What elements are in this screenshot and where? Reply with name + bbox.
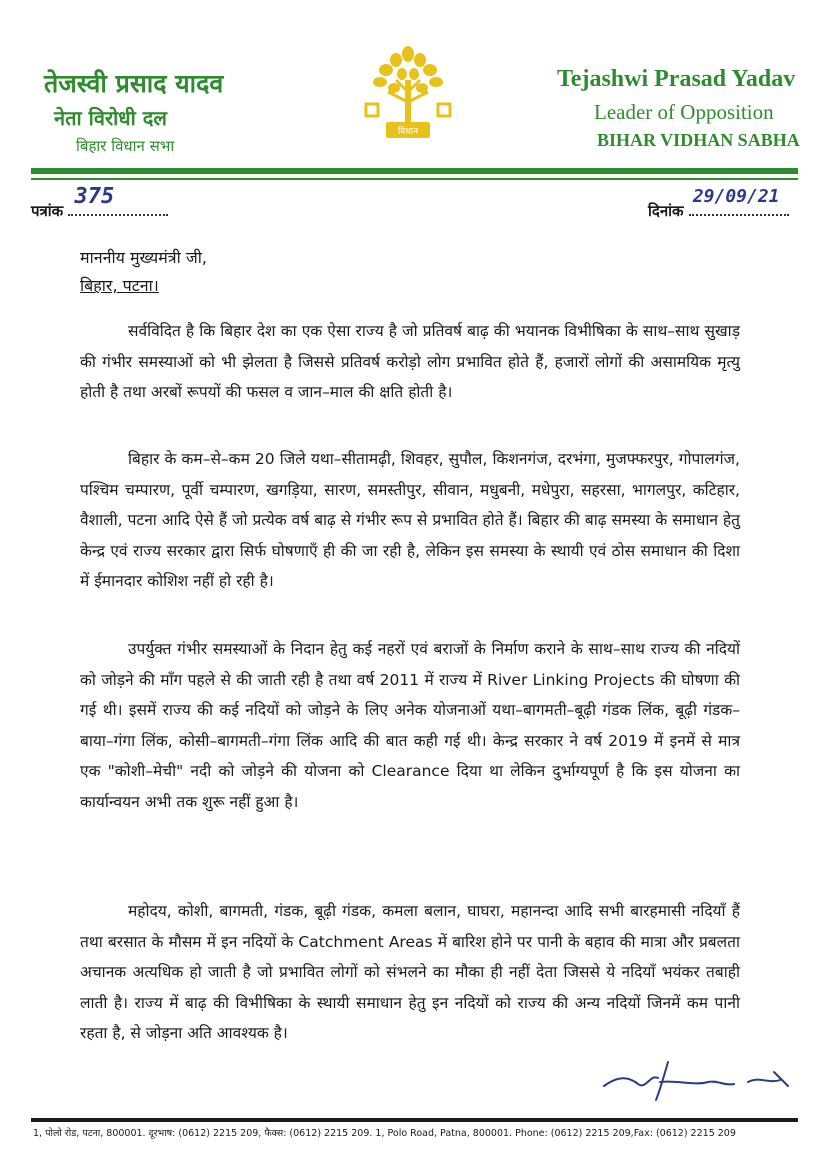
reference-label: पत्रांक [31,202,64,220]
signature [598,1056,798,1104]
date-value: 29/09/21 [692,186,780,207]
english-name: Tejashwi Prasad Yadav [557,66,796,92]
header-rule-thin [31,178,798,180]
english-house: BIHAR VIDHAN SABHA [597,130,800,150]
body-paragraph-4: महोदय, कोशी, बागमती, गंडक, बूढ़ी गंडक, कमला बलान, घाघरा, महानन्दा आदि सभी बारहमासी नदियाँ हैं तथा बरसात के मौसम में इन नदियों के Catchment Areas में बारिश होने पर पानी के बहाव की मात्रा और प्रबलता अचानक अत्यधिक हो जाती है जो प्रभावित लोगों को संभलने का मौका ही नहीं देता जिससे ये नदियाँ भयंकर तबाही लाती है। राज्य में बाढ़ की विभीषिका के स्थायी समाधान हेतु इन नदियों को राज्य की अन्य नदियों जिनमें कम पानी रहता है, से जोड़ना अति आवश्यक है। [80,902,740,1043]
salutation-line2: बिहार, पटना। [80,276,159,295]
date-label: दिनांक [648,202,684,220]
footer-address: 1, पोलो रोड, पटना, 800001. दूरभाष: (0612) 2215 209, फैक्स: (0612) 2215 209. 1, Polo Road, Patna, 800001. Phone: (0612) 2215 209,Fax: (0612) 2215 209 [33,1128,736,1139]
logo-text: विधान [397,127,419,137]
body-paragraph-1: सर्वविदित है कि बिहार देश का एक ऐसा राज्य है जो प्रतिवर्ष बाढ़ की भयानक विभीषिका के साथ–साथ सुखाड़ की गंभीर समस्याओं को भी झेलता है जिससे प्रतिवर्ष करोड़ो लोग प्रभावित होते हैं, हजारों लोगों की असामयिक मृत्यु होती है तथा अरबों रूपयों की फसल व जान–माल की क्षति होती है। [80,322,740,402]
body-paragraph-3: उपर्युक्त गंभीर समस्याओं के निदान हेतु कई नहरों एवं बराजों के निर्माण कराने के साथ–साथ राज्य की नदियों को जोड़ने की माँग पहले से की जाती रही है तथा वर्ष 2011 में राज्य में River Linking Projects की घोषणा की गई थी। इसमें राज्य की कई नदियों को जोड़ने के लिए अनेक योजनाओं यथा–बागमती–बूढ़ी गंडक लिंक, बूढ़ी गंडक–बाया–गंगा लिंक, कोसी–बागमती–गंगा लिंक आदि की बात कही गई थी। केन्द्र सरकार ने वर्ष 2019 में इनमें से मात्र एक "कोशी–मेची" नदी को जोड़ने की योजना को Clearance दिया था लेकिन दुर्भाग्यपूर्ण है कि इस योजना का कार्यान्वयन अभी तक शुरू नहीं हुआ है। [80,640,740,811]
reference-line [31,184,168,221]
hindi-house: बिहार विधान सभा [76,137,175,155]
hindi-name: तेजस्वी प्रसाद यादव [44,69,224,98]
reference-number: 375 [74,184,115,209]
english-title: Leader of Opposition [594,100,774,124]
footer-rule [31,1118,798,1122]
body-paragraph-2: बिहार के कम–से–कम 20 जिले यथा–सीतामढ़ी, शिवहर, सुपौल, किशनगंज, दरभंगा, मुजफ्फरपुर, गोपालगंज, पश्चिम चम्पारण, पूर्वी चम्पारण, खगड़िया, सारण, समस्तीपुर, सीवान, मधुबनी, मधेपुरा, सहरसा, भागलपुर, कटिहार, वैशाली, पटना आदि ऐसे हैं जो प्रत्येक वर्ष बाढ़ से गंभीर रूप से प्रभावित होते हैं। बिहार की बाढ़ समस्या के समाधान हेतु केन्द्र एवं राज्य सरकार द्वारा सिर्फ घोषणाएँ ही की जा रही है, लेकिन इस समस्या के स्थायी एवं ठोस समाधान की दिशा में ईमानदार कोशिश नहीं हो रही है। [80,450,740,591]
bihar-emblem-logo [358,42,458,146]
salutation-line1: माननीय मुख्यमंत्री जी, [80,248,207,267]
header-rule-thick [31,168,798,174]
date-line [648,186,789,221]
hindi-title: नेता विरोधी दल [54,106,167,130]
